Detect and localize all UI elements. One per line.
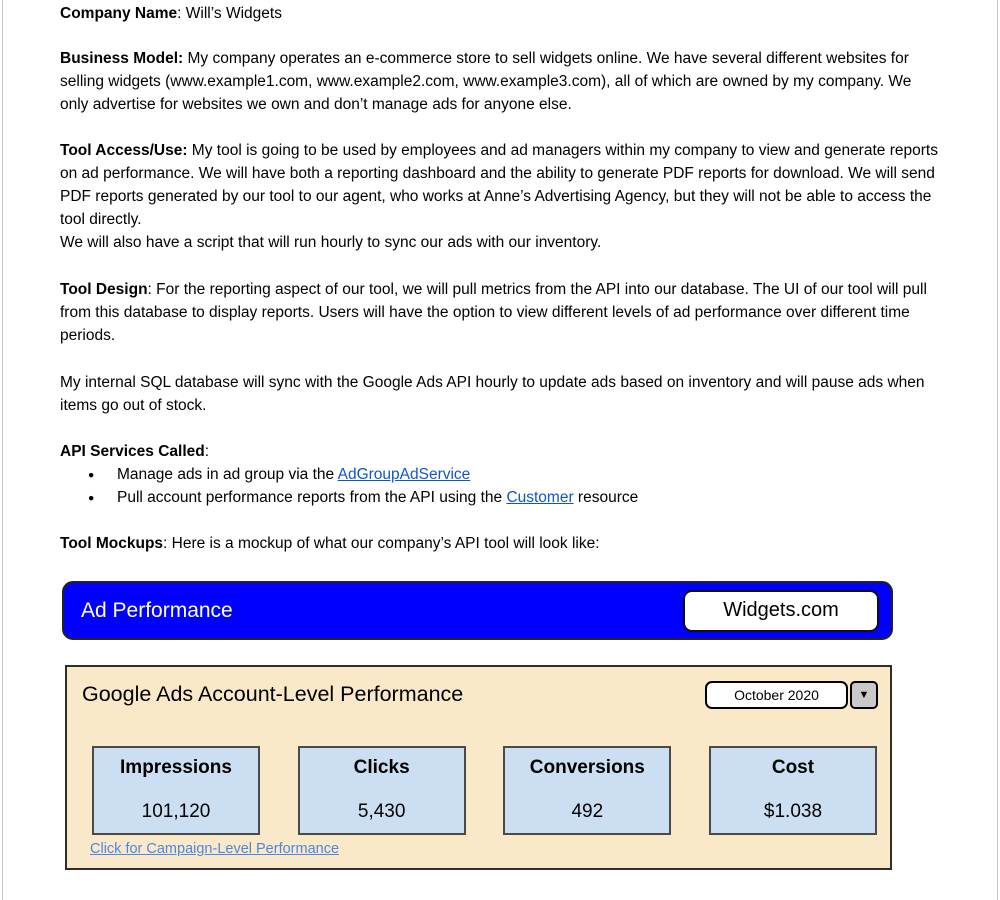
business-model-label: Business Model: — [60, 50, 184, 67]
paragraph-tool-design — [60, 278, 942, 347]
metric-value: 492 — [571, 801, 604, 822]
mockup-header-bar — [62, 581, 893, 640]
metric-cards-row — [92, 746, 877, 835]
tool-access-text-2: We will also have a script that will run hourly to sync our ads with our inventory. — [60, 234, 602, 251]
tool-design-text: : For the reporting aspect of our tool, we will pull metrics from the API into our database. The UI of our tool will pull from this database to display reports. Users will have the option to view different levels of ad performance over different time periods. — [60, 281, 927, 344]
api-services-colon: : — [204, 443, 210, 460]
paragraph-tool-access — [60, 139, 942, 254]
bullet2-text: Pull account performance reports from the API using the — [117, 489, 507, 506]
customer-link[interactable]: Customer — [506, 489, 574, 506]
chevron-down-icon: ▼ — [858, 688, 870, 701]
panel-title: Google Ads Account-Level Performance — [82, 682, 464, 706]
tool-mockups-label: Tool Mockups — [60, 535, 164, 552]
company-name-label: Company Name — [60, 5, 178, 22]
paragraph-company-name — [60, 2, 942, 25]
paragraph-sql-sync — [60, 371, 942, 417]
metric-card-cost — [709, 746, 877, 835]
metric-card-clicks — [298, 746, 466, 835]
business-model-text: My company operates an e-commerce store to sell widgets online. We have several different websites for selling widgets (www.example1.com, www.example2.com, www.example3.com), all of which are owned by my company. We only advertise for websites we own and don’t manage ads for anyone else. — [60, 50, 912, 113]
paragraph-business-model — [60, 47, 942, 116]
page-edge-right — [997, 0, 998, 900]
month-dropdown-value[interactable]: October 2020 — [705, 681, 848, 709]
metric-card-conversions — [503, 746, 671, 835]
metric-label: Cost — [771, 757, 815, 778]
paragraph-api-services-heading — [60, 440, 942, 463]
page-edge-left — [2, 0, 3, 900]
tool-design-label: Tool Design — [60, 281, 148, 298]
metric-value: $1.038 — [763, 801, 823, 822]
campaign-level-performance-link[interactable]: Click for Campaign-Level Performance — [90, 841, 340, 857]
bullet2-text-post: resource — [573, 489, 639, 506]
month-dropdown[interactable] — [705, 681, 878, 709]
metric-value: 101,120 — [141, 801, 211, 822]
metric-label: Conversions — [529, 757, 645, 778]
tool-mockups-text: : Here is a mockup of what our company’s API tool will look like: — [163, 535, 600, 552]
adgroupadservice-link[interactable]: AdGroupAdService — [337, 466, 471, 483]
company-name-value: : Will’s Widgets — [177, 5, 282, 22]
list-item-adgroupadservice — [60, 463, 942, 486]
api-services-list — [60, 463, 942, 509]
bullet1-text: Manage ads in ad group via the — [117, 466, 338, 483]
sql-sync-text: My internal SQL database will sync with the Google Ads API hourly to update ads based on inventory and will pause ads when items go out of stock. — [60, 374, 925, 414]
paragraph-tool-mockups — [60, 532, 942, 555]
metric-card-impressions — [92, 746, 260, 835]
metric-label: Impressions — [120, 757, 232, 778]
metric-label: Clicks — [353, 757, 410, 778]
panel-header — [67, 667, 890, 709]
dropdown-arrow-button[interactable] — [850, 681, 878, 709]
tool-access-text: My tool is going to be used by employees and ad managers within my company to view and generate reports on ad performance. We will have both a reporting dashboard and the ability to generate PDF reports for download. We will send PDF reports generated by our tool to our agent, who works at Anne’s Advertising Agency, but they will not be able to access the tool directly. — [60, 142, 938, 228]
metric-value: 5,430 — [357, 801, 406, 822]
tool-access-label: Tool Access/Use: — [60, 142, 188, 159]
list-item-customer-resource — [60, 486, 942, 509]
account-performance-panel — [65, 665, 892, 870]
mockup-app-title: Ad Performance — [81, 599, 233, 622]
widgets-com-button[interactable]: Widgets.com — [683, 590, 879, 632]
api-services-label: API Services Called — [60, 443, 205, 460]
